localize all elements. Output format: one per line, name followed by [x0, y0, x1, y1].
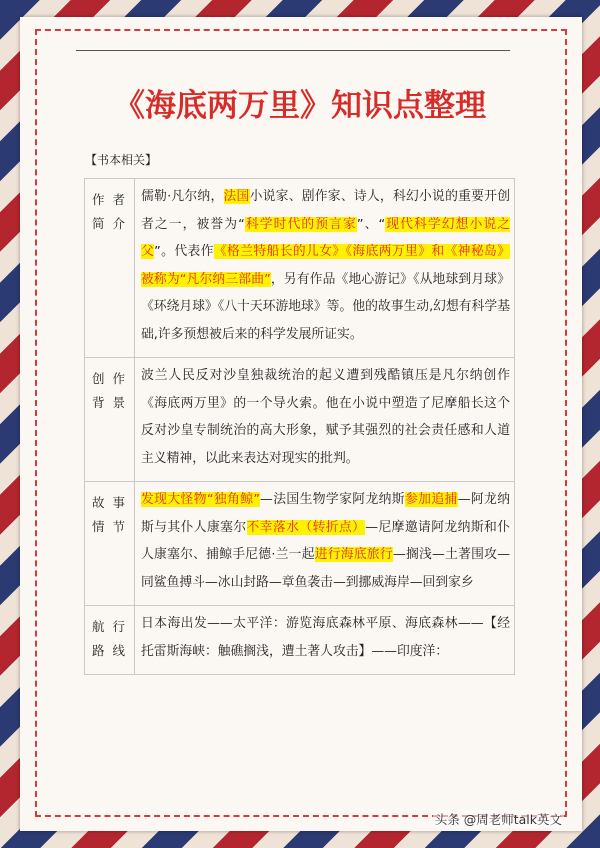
- row-heading-line: 背景: [92, 395, 134, 410]
- highlighted-text: 不幸落水（转折点）: [246, 519, 366, 535]
- body-text: 儒勒·凡尔纳，: [141, 189, 224, 204]
- row-heading: [85, 482, 135, 606]
- row-heading-line: 路线: [92, 643, 134, 658]
- table-row: [85, 606, 515, 675]
- body-text: —阿龙纳斯与其仆人康塞尔: [141, 492, 511, 535]
- info-table: [84, 178, 515, 675]
- highlighted-text: 《格兰特船长的儿女》《海底两万里》和《神秘岛》被称为“凡尔纳三部曲”: [141, 244, 510, 287]
- page-title: 《海底两万里》知识点整理: [114, 88, 486, 124]
- body-text: —搁浅—土著围攻—同鲨鱼搏斗—冰山封路—章鱼袭击—到挪威海岸—回到家乡: [141, 547, 510, 590]
- section-label: 【书本相关】: [85, 153, 158, 167]
- row-heading-line: 作者: [92, 192, 134, 207]
- top-divider: [76, 50, 510, 51]
- watermark: 头条 @周老师talk英文: [434, 812, 562, 827]
- body-text: —法国生物学家阿龙纳斯: [260, 492, 405, 507]
- table-row: [85, 482, 515, 606]
- table-row: [85, 358, 515, 482]
- table-row: [85, 179, 515, 358]
- body-text: ”、“: [356, 216, 386, 232]
- body-text: 日本海出发——太平洋：游览海底森林平原、海底森林——【经托雷斯海峡：触礁搁浅，遭土著人攻击】——印度洋：: [141, 616, 510, 659]
- highlighted-text: 科学时代的预言家: [244, 216, 357, 232]
- row-heading-line: 航行: [92, 619, 134, 634]
- body-text: 小说家、剧作家、诗人，科幻小说的重要开创者之一，被誉为“: [141, 189, 511, 232]
- row-heading-line: 简介: [92, 216, 134, 231]
- row-heading: [85, 606, 135, 675]
- highlighted-text: 发现大怪物“独角鲸”: [141, 492, 261, 507]
- body-text: ，另有作品《地心游记》《从地球到月球》《环绕月球》《八十天环游地球》等。他的故事生动,幻想有科学基础,许多预想被后来的科学发展所证实。: [141, 271, 510, 342]
- row-heading: [85, 179, 135, 358]
- row-content: [135, 482, 515, 606]
- row-content: [135, 606, 515, 675]
- highlighted-text: 参加追捕: [404, 492, 458, 507]
- body-text: —尼摩邀请阿龙纳斯和仆人康塞尔、捕鲸手尼德·兰一起: [141, 519, 511, 562]
- row-heading: [85, 358, 135, 482]
- row-content: [135, 358, 515, 482]
- body-text: ”。代表作: [154, 244, 214, 259]
- row-heading-line: 故事: [92, 495, 134, 510]
- row-heading-line: 情节: [92, 519, 134, 534]
- highlighted-text: 现代科学幻想小说之父: [141, 216, 511, 259]
- body-text: 波兰人民反对沙皇独裁统治的起义遭到残酷镇压是凡尔纳创作《海底两万里》的一个导火索。他在小说中塑造了尼摩船长这个反对沙皇专制统治的高大形象，赋予其强烈的社会责任感和人道主义精神，以此来表达对现实的批判。: [141, 368, 510, 466]
- highlighted-text: 进行海底旅行: [314, 547, 393, 562]
- row-content: [135, 179, 515, 358]
- row-heading-line: 创作: [92, 371, 134, 386]
- highlighted-text: 法国: [223, 189, 250, 204]
